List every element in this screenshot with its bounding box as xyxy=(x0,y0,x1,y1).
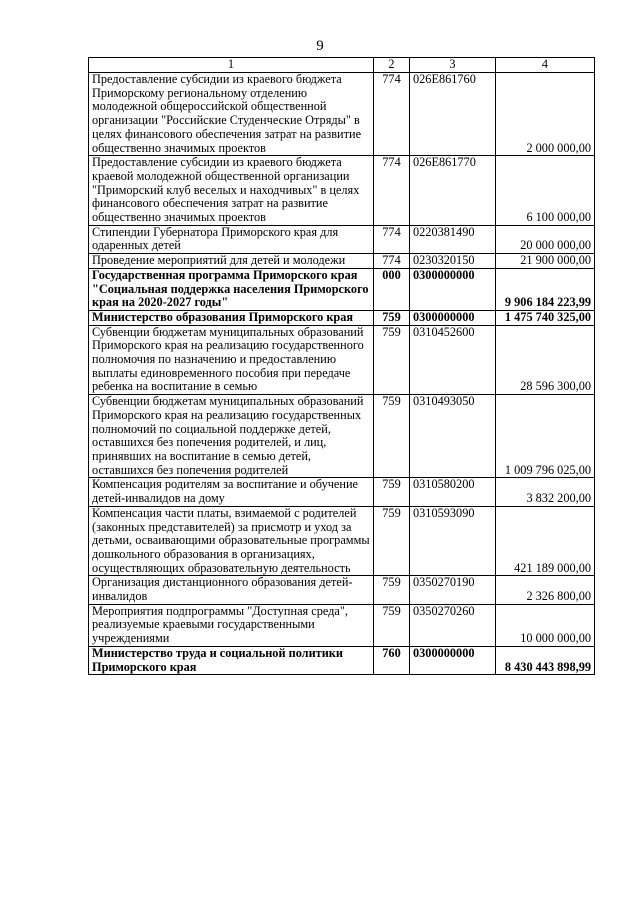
row-code-cell: 759 xyxy=(374,395,410,478)
table-row xyxy=(89,254,595,269)
row-amount-cell: 2 000 000,00 xyxy=(496,73,595,156)
row-code-cell: 759 xyxy=(374,310,410,325)
row-amount-cell: 10 000 000,00 xyxy=(496,604,595,646)
row-csr-cell: 0310493050 xyxy=(410,395,496,478)
table-row xyxy=(89,156,595,226)
header-col-1: 1 xyxy=(89,58,374,73)
table-row xyxy=(89,225,595,253)
row-code-cell: 774 xyxy=(374,254,410,269)
row-amount-cell: 28 596 300,00 xyxy=(496,325,595,395)
row-name-cell: Государственная программа Приморского края "Социальная поддержка населения Приморского края на 2020-2027 годы" xyxy=(89,268,374,310)
row-amount-cell: 3 832 200,00 xyxy=(496,478,595,506)
table-row xyxy=(89,604,595,646)
row-amount-cell: 20 000 000,00 xyxy=(496,225,595,253)
table-row xyxy=(89,576,595,604)
row-amount-cell: 6 100 000,00 xyxy=(496,156,595,226)
table-header-row xyxy=(89,58,595,73)
header-col-3: 3 xyxy=(410,58,496,73)
row-name-cell: Компенсация части платы, взимаемой с родителей (законных представителей) за присмотр и уход за детьми, осваивающими образовательные программы дошкольного образования в организациях, осуществляющих образовательную деятельность xyxy=(89,506,374,576)
row-csr-cell: 0300000000 xyxy=(410,646,496,674)
page-number: 9 xyxy=(316,38,324,54)
table-row xyxy=(89,506,595,576)
row-code-cell: 774 xyxy=(374,73,410,156)
row-name-cell: Субвенции бюджетам муниципальных образований Приморского края на реализацию государственного полномочия по назначению и предоставлению выплаты единовременного пособия при передаче ребенка на воспитание в семью xyxy=(89,325,374,395)
row-csr-cell: 0220381490 xyxy=(410,225,496,253)
row-csr-cell: 0310580200 xyxy=(410,478,496,506)
row-name-cell: Министерство образования Приморского края xyxy=(89,310,374,325)
budget-table xyxy=(88,57,595,675)
row-amount-cell: 2 326 800,00 xyxy=(496,576,595,604)
row-code-cell: 760 xyxy=(374,646,410,674)
row-amount-cell: 9 906 184 223,99 xyxy=(496,268,595,310)
row-code-cell: 759 xyxy=(374,478,410,506)
table-row xyxy=(89,73,595,156)
row-name-cell: Министерство труда и социальной политики Приморского края xyxy=(89,646,374,674)
row-amount-cell: 1 475 740 325,00 xyxy=(496,310,595,325)
table-row xyxy=(89,395,595,478)
table-row xyxy=(89,325,595,395)
row-name-cell: Мероприятия подпрограммы "Доступная среда", реализуемые краевыми государственными учреждениями xyxy=(89,604,374,646)
row-csr-cell: 0350270190 xyxy=(410,576,496,604)
row-code-cell: 759 xyxy=(374,506,410,576)
row-amount-cell: 421 189 000,00 xyxy=(496,506,595,576)
row-code-cell: 759 xyxy=(374,325,410,395)
row-name-cell: Проведение мероприятий для детей и молодежи xyxy=(89,254,374,269)
row-csr-cell: 0230320150 xyxy=(410,254,496,269)
table-row xyxy=(89,478,595,506)
row-csr-cell: 0310593090 xyxy=(410,506,496,576)
row-name-cell: Субвенции бюджетам муниципальных образований Приморского края на реализацию государственных полномочий по социальной поддержке детей, оставшихся без попечения родителей, и лиц, принявших на воспитание в семью детей, оставшихся без попечения родителей xyxy=(89,395,374,478)
row-code-cell: 774 xyxy=(374,225,410,253)
row-name-cell: Стипендии Губернатора Приморского края для одаренных детей xyxy=(89,225,374,253)
row-code-cell: 774 xyxy=(374,156,410,226)
row-csr-cell: 0300000000 xyxy=(410,310,496,325)
row-amount-cell: 1 009 796 025,00 xyxy=(496,395,595,478)
row-csr-cell: 026E861760 xyxy=(410,73,496,156)
row-code-cell: 759 xyxy=(374,576,410,604)
row-name-cell: Предоставление субсидии из краевого бюджета краевой молодежной общественной организации "Приморский клуб веселых и находчивых" в целях финансового обеспечения затрат на развитие общественно значимых проектов xyxy=(89,156,374,226)
row-code-cell: 000 xyxy=(374,268,410,310)
table-row xyxy=(89,268,595,310)
row-csr-cell: 0350270260 xyxy=(410,604,496,646)
header-col-4: 4 xyxy=(496,58,595,73)
row-name-cell: Организация дистанционного образования детей-инвалидов xyxy=(89,576,374,604)
row-csr-cell: 026E861770 xyxy=(410,156,496,226)
table-row xyxy=(89,646,595,674)
row-name-cell: Компенсация родителям за воспитание и обучение детей-инвалидов на дому xyxy=(89,478,374,506)
table-row xyxy=(89,310,595,325)
header-col-2: 2 xyxy=(374,58,410,73)
row-name-cell: Предоставление субсидии из краевого бюджета Приморскому региональному отделению молодежной общероссийской общественной организации "Российские Студенческие Отряды" в целях финансового обеспечения затрат на развитие общественно значимых проектов xyxy=(89,73,374,156)
row-csr-cell: 0310452600 xyxy=(410,325,496,395)
row-amount-cell: 21 900 000,00 xyxy=(496,254,595,269)
row-code-cell: 759 xyxy=(374,604,410,646)
row-amount-cell: 8 430 443 898,99 xyxy=(496,646,595,674)
row-csr-cell: 0300000000 xyxy=(410,268,496,310)
